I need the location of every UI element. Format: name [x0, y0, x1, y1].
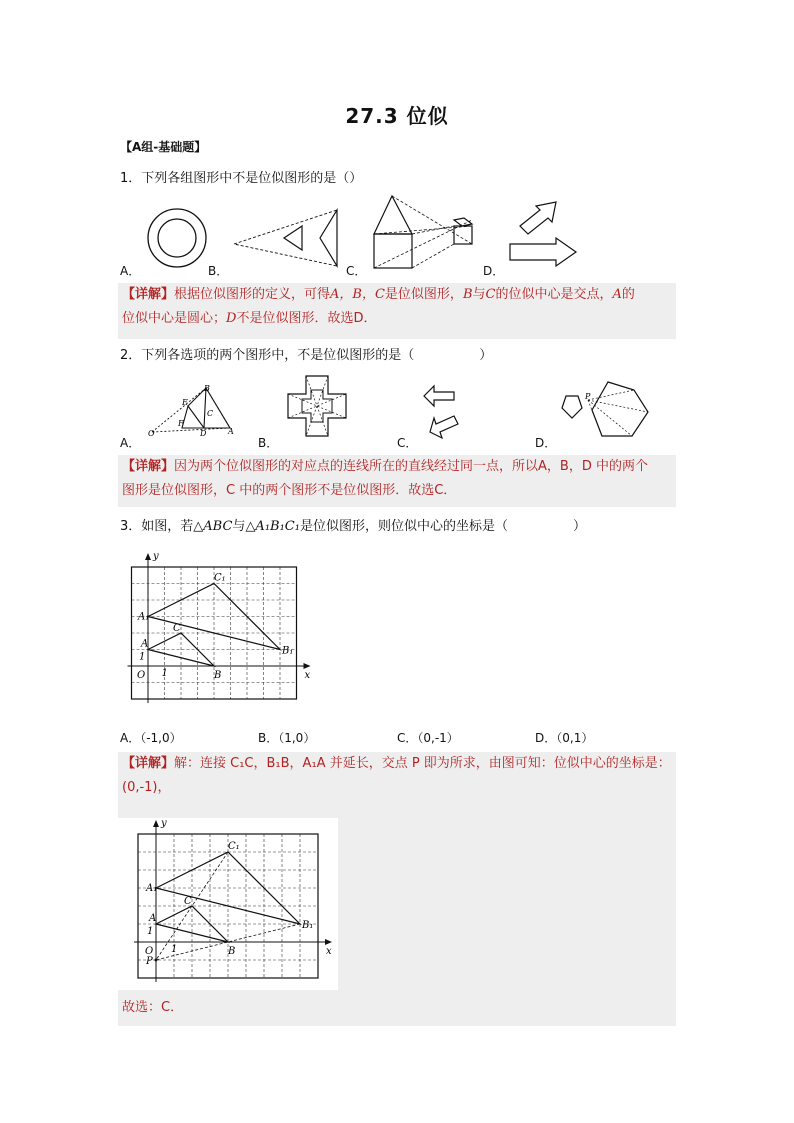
question-2-stem: 2．下列各选项的两个图形中，不是位似图形的是（ ） — [120, 348, 493, 363]
label-origin: O — [137, 670, 146, 681]
q3-coordinate-figure — [122, 548, 322, 708]
label-a1: A₁ — [138, 611, 150, 623]
point-p — [155, 959, 158, 962]
label-y: y — [161, 818, 167, 829]
answer-tag: 【详解】 — [122, 459, 175, 474]
q2-option-b: B． — [258, 436, 279, 450]
q3-option-a: A．（-1,0） — [120, 731, 182, 745]
label-a: A — [149, 913, 157, 924]
q2-figure-a-triangles — [148, 384, 238, 436]
label-b1: B₁ — [282, 645, 294, 657]
label-b1: B₁ — [302, 920, 314, 931]
q1-figure-d-arrows — [508, 200, 580, 268]
q2d-label-p: P — [585, 392, 591, 401]
answer-text: 因为两个位似图形的对应点的连线所在的直线经过同一点，所以A，B，D 中的两个 — [174, 459, 648, 474]
q1-option-a: A． — [120, 264, 141, 278]
label-c1: C₁ — [214, 572, 226, 584]
stem-text: 3．如图，若 — [120, 519, 194, 534]
q2a-label-b: B — [204, 384, 210, 393]
answer-text: A，B，C — [330, 287, 385, 302]
label-c: C — [184, 896, 192, 907]
label-x: x — [304, 670, 311, 681]
label-b: B — [214, 670, 222, 681]
answer-text: 是位似图形， — [384, 287, 463, 302]
q1-option-d: D． — [483, 264, 505, 278]
q2a-label-f: F — [178, 419, 184, 428]
q3-option-b: B．（1,0） — [258, 731, 316, 745]
q2-figure-d-pentagons — [558, 380, 650, 440]
stem-triangle: △ABC — [193, 519, 233, 534]
stem-triangle: △A₁B₁C₁ — [245, 519, 300, 534]
q1-answer-box — [118, 283, 676, 339]
label-c: C — [173, 623, 181, 634]
q1-answer-line-2 — [122, 307, 672, 331]
answer-tag: 【详解】 — [122, 287, 175, 302]
q2-option-c: C． — [397, 436, 418, 450]
label-y: y — [153, 551, 159, 562]
q2-option-a: A． — [120, 436, 141, 450]
q2a-label-d: D — [200, 429, 207, 438]
q3-answer-line-1 — [122, 752, 672, 776]
answer-text: 的 — [621, 287, 635, 302]
answer-text: 位似中心是圆心； — [122, 311, 227, 326]
question-3-stem — [120, 515, 586, 534]
page-title: 27.3 位似 — [345, 104, 449, 128]
q1-figure-c-houses — [372, 194, 482, 272]
section-heading: 【A组-基础题】 — [120, 140, 207, 154]
label-a1: A₁ — [146, 883, 158, 894]
answer-text: 不是位似图形．故选D． — [236, 311, 377, 326]
stem-text: 是位似图形，则位似中心的坐标是（ ） — [299, 519, 586, 534]
label-one-y: 1 — [139, 651, 146, 663]
label-c1: C₁ — [228, 841, 240, 852]
answer-text: 与 — [472, 287, 486, 302]
label-one-x: 1 — [171, 944, 178, 955]
q3-answer-line-2: (0,-1)， — [122, 780, 171, 795]
answer-text: 根据位似图形的定义，可得 — [174, 287, 331, 302]
q2a-label-e: E — [182, 398, 188, 407]
label-one-y: 1 — [147, 926, 154, 937]
q2a-label-a: A — [228, 427, 234, 436]
label-one-x: 1 — [161, 668, 168, 679]
q1-figure-a-rings — [145, 208, 209, 268]
answer-text: D — [226, 311, 237, 326]
label-a: A — [141, 638, 149, 650]
q2-answer-box — [118, 455, 676, 507]
q2a-label-c: C — [207, 409, 214, 418]
label-b: B — [228, 946, 236, 957]
stem-text: 与 — [232, 519, 246, 534]
q1-answer-line-1 — [122, 283, 672, 307]
q1-figure-b-triangles — [232, 208, 342, 268]
q2-option-d: D． — [535, 436, 557, 450]
label-origin: O — [145, 946, 154, 957]
q3-option-c: C．（0,-1） — [397, 731, 459, 745]
answer-text: A — [612, 287, 622, 302]
q1-option-b: B． — [208, 264, 229, 278]
q2-figure-b-crosses — [286, 374, 348, 438]
q2-answer-line-1 — [122, 455, 672, 479]
label-x: x — [326, 946, 332, 957]
answer-text: B — [462, 287, 473, 302]
y-axis-arrow — [153, 820, 159, 827]
answer-tag: 【详解】 — [122, 756, 175, 771]
label-p: P — [146, 956, 153, 967]
q2-answer-line-2: 图形是位似图形，C 中的两个图形不是位似图形．故选C． — [122, 483, 457, 498]
q3-option-d: D．（0,1） — [535, 731, 594, 745]
answer-text: C — [485, 287, 496, 302]
y-axis-arrow — [145, 553, 151, 560]
answer-text: 的位似中心是交点， — [495, 287, 613, 302]
x-axis-arrow — [325, 939, 332, 945]
q2a-label-o: O — [148, 429, 155, 438]
question-1-stem: 1．下列各组图形中不是位似图形的是（） — [120, 171, 363, 186]
x-axis-arrow — [304, 663, 311, 669]
q1-option-c: C． — [346, 264, 367, 278]
q3-solution-figure — [118, 818, 338, 990]
q3-answer-final: 故选：C． — [122, 1000, 184, 1015]
q2-figure-c-arrows — [420, 384, 466, 440]
answer-text: 解：连接 C₁C，B₁B，A₁A 并延长，交点 P 即为所求，由图可知：位似中心的坐标是： — [174, 756, 671, 771]
